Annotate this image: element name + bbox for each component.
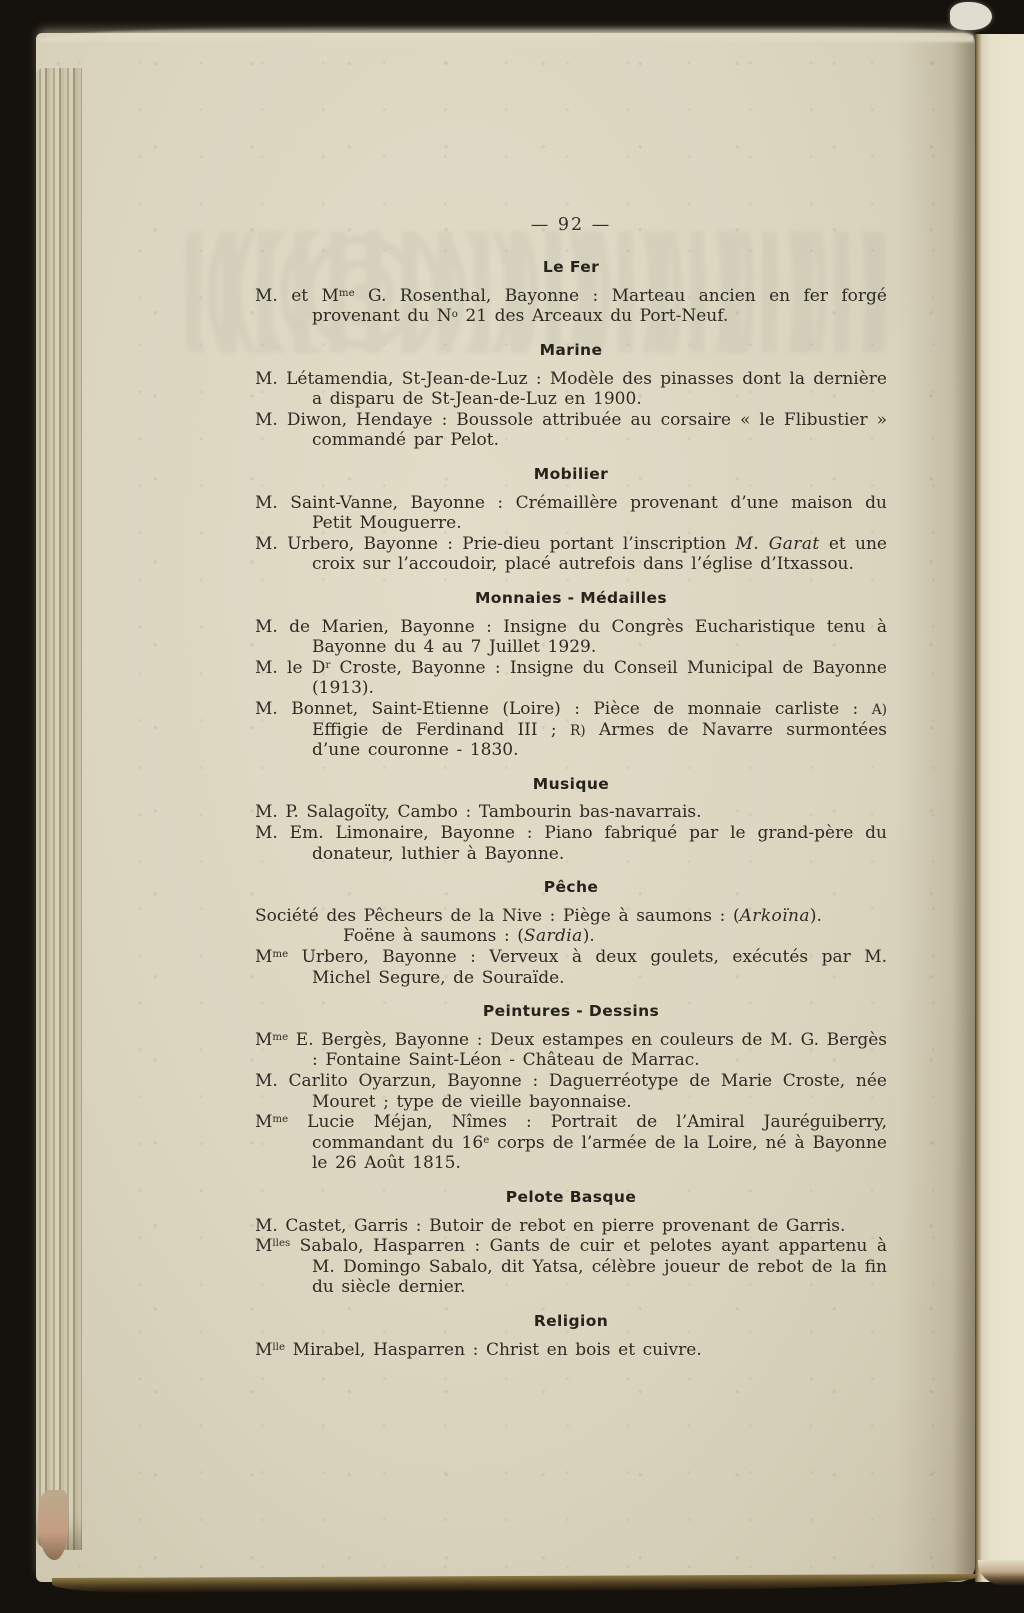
section-heading: Pelote Basque [505,1187,637,1206]
section-heading: Peintures - Dessins [482,1002,660,1021]
section-heading: Monnaies - Médailles [474,589,668,608]
entry: M. Carlito Oyarzun, Bayonne : Daguerréotype de Marie Croste, née Mouret ; type de vieille bayonnaise. [255,1071,887,1112]
entry: M. de Marien, Bayonne : Insigne du Congrès Eucharistique tenu à Bayonne du 4 au 7 Juillet 1929. [255,616,887,658]
section-heading: Musique [532,774,610,793]
entry: M. Saint-Vanne, Bayonne : Crémaillère provenant d’une maison du Petit Mouguerre. [255,492,887,534]
paper-scrap [950,2,992,30]
entry: Foëne à saumons : (Sardia). [343,926,595,947]
entry: $M^{me}$ E. Bergès, Bayonne : Deux estampes en couleurs de M. G. Bergès : Fontaine Saint-Léon - Château de Marrac. [255,1029,887,1071]
next-page-bottom-edge [978,1560,1024,1586]
sections [255,258,887,1360]
entry: M. le $D^r$ Croste, Bayonne : Insigne du Conseil Municipal de Bayonne (1913). [255,657,887,699]
top-deckle-edge [38,26,974,42]
entry: $M^{lles}$ Sabalo, Hasparren : Gants de cuir et pelotes ayant appartenu à M. Domingo Sabalo, dit Yatsa, célèbre joueur de rebot de la fin du siècle dernier. [255,1236,887,1298]
entry: $M^{lle}$ Mirabel, Hasparren : Christ en bois et cuivre. [255,1339,702,1360]
section-heading: Religion [533,1311,609,1330]
book-page [36,33,975,1582]
section-heading: Le Fer [542,258,600,277]
page-stack-edge [36,68,82,1550]
entry: M. Castet, Garris : Butoir de rebot en pierre provenant de Garris. [255,1215,846,1236]
section-heading: Marine [539,341,603,360]
page-number: — 92 — [530,215,612,235]
entry: M. Bonnet, Saint-Etienne (Loire) : Pièce de monnaie carliste : A) Effigie de Ferdinand III ; R) Armes de Navarre surmontées d’une couronne - 1830. [255,699,887,761]
gutter-shadow [897,33,975,1582]
section-heading: Pêche [543,878,599,897]
section-heading: Mobilier [533,465,609,484]
entry: Société des Pêcheurs de la Nive : Piège à saumons : (Arkoïna). [255,905,822,926]
entry: $M^{me}$ Urbero, Bayonne : Verveux à deux goulets, exécutés par M. Michel Segure, de Souraïde. [255,947,887,988]
entry: M. et $M^{me}$ G. Rosenthal, Bayonne : Marteau ancien en fer forgé provenant du $N^o$ 21 des Arceaux du Port-Neuf. [255,285,887,327]
page-bottom-edge [52,1574,977,1593]
entry: M. Diwon, Hendaye : Boussole attribuée au corsaire « le Flibustier » commandé par Pelot. [255,409,887,451]
entry: $M^{me}$ Lucie Méjan, Nîmes : Portrait de l’Amiral Jauréguiberry, commandant du 16e corps de l’armée de la Loire, né à Bayonne le 26 Août 1815. [255,1112,887,1174]
entry: M. Urbero, Bayonne : Prie-dieu portant l’inscription M. Garat et une croix sur l’accoudoir, placé autrefois dans l’église d’Itxassou. [255,533,887,575]
page-stack-corner [38,1490,68,1560]
entry: M. Em. Limonaire, Bayonne : Piano fabriqué par le grand-père du donateur, luthier à Bayonne. [255,823,887,864]
entry: M. Létamendia, St-Jean-de-Luz : Modèle des pinasses dont la dernière a disparu de St-Jean-de-Luz en 1900. [255,368,887,410]
entry: M. P. Salagoïty, Cambo : Tambourin bas-navarrais. [255,802,702,823]
page-content [255,215,887,1360]
next-page-edge [975,34,1024,1582]
